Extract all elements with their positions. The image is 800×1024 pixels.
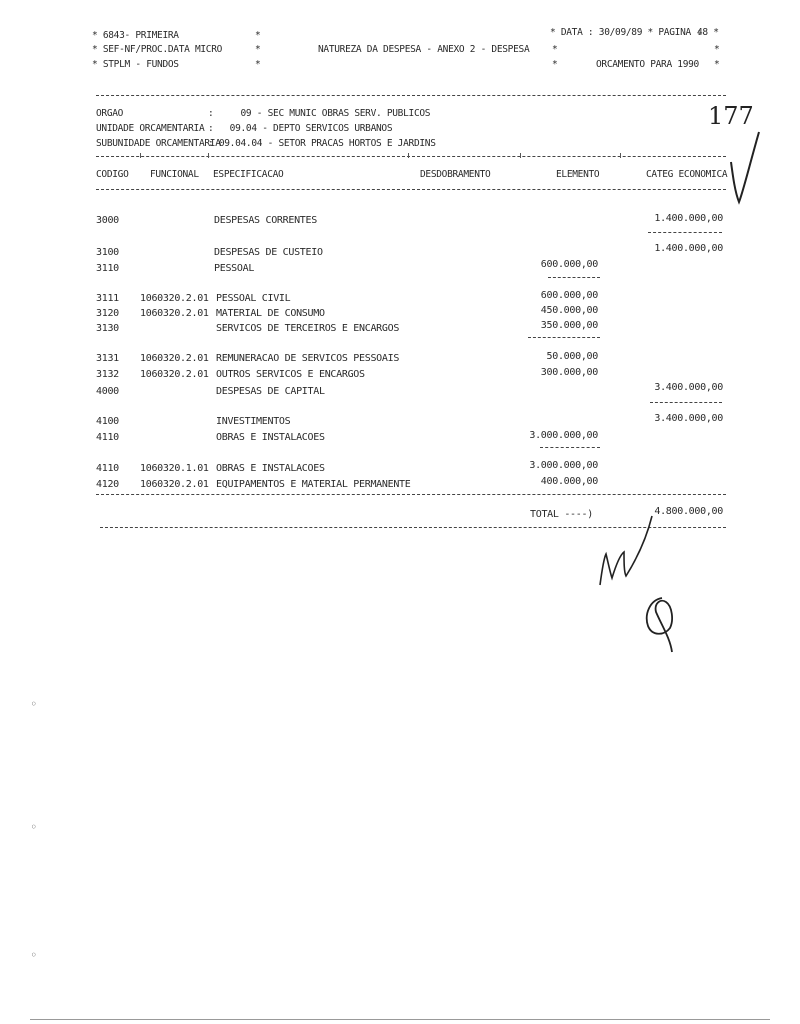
date-page-label: * DATA : 30/09/89 * PAGINA : <box>550 27 702 38</box>
row-funcional: 1060320.2.01 <box>140 479 209 490</box>
orgao-label: ORGAO <box>96 108 124 119</box>
signature-initials <box>590 510 660 590</box>
page-number: 48 * <box>697 27 719 38</box>
col-sep <box>140 153 141 158</box>
report-title: NATUREZA DA DESPESA - ANEXO 2 - DESPESA <box>318 44 530 55</box>
row-spec: SERVICOS DE TERCEIROS E ENCARGOS <box>216 323 400 334</box>
col-codigo: CODIGO <box>96 169 129 180</box>
handwritten-check-mark <box>725 122 765 212</box>
subunidade-value: : 09.04.04 - SETOR PRACAS HORTOS E JARDINS <box>208 138 436 149</box>
row-elemento: 3.000.000,00 <box>529 460 598 471</box>
header-star: * <box>714 59 720 70</box>
row-funcional: 1060320.1.01 <box>140 463 209 474</box>
row-funcional: 1060320.2.01 <box>140 308 209 319</box>
header-star: * <box>552 59 558 70</box>
row-spec: INVESTIMENTOS <box>216 416 291 427</box>
row-spec: REMUNERACAO DE SERVICOS PESSOAIS <box>216 353 400 364</box>
row-codigo: 4000 <box>96 386 119 397</box>
scan-speck: ◦ <box>30 697 38 711</box>
row-elemento: 600.000,00 <box>540 290 598 301</box>
columns-bottom-rule <box>96 189 726 190</box>
row-categ: 1.400.000,00 <box>654 243 723 254</box>
row-codigo: 4120 <box>96 479 119 490</box>
subtotal-rule <box>548 277 600 278</box>
scan-speck: ◦ <box>30 820 38 834</box>
row-elemento: 50.000,00 <box>546 351 598 362</box>
col-desdobramento: DESDOBRAMENTO <box>420 169 491 180</box>
total-value: 4.800.000,00 <box>654 506 723 517</box>
col-funcional: FUNCIONAL <box>150 169 199 180</box>
row-spec: MATERIAL DE CONSUMO <box>216 308 325 319</box>
row-spec: DESPESAS DE CAPITAL <box>216 386 325 397</box>
row-elemento: 400.000,00 <box>540 476 598 487</box>
header-star: * <box>255 30 261 41</box>
row-elemento: 300.000,00 <box>540 367 598 378</box>
row-elemento: 3.000.000,00 <box>529 430 598 441</box>
row-spec: EQUIPAMENTOS E MATERIAL PERMANENTE <box>216 479 411 490</box>
subtotal-rule <box>648 232 722 233</box>
row-codigo: 3131 <box>96 353 119 364</box>
subtotal-rule <box>650 402 722 403</box>
row-spec: DESPESAS CORRENTES <box>214 215 317 226</box>
row-codigo: 4110 <box>96 463 119 474</box>
col-sep <box>408 153 409 158</box>
row-spec: DESPESAS DE CUSTEIO <box>214 247 323 258</box>
header-left-line1: * 6843- PRIMEIRA <box>92 30 179 41</box>
page-bottom-edge <box>30 1019 770 1020</box>
row-codigo: 3120 <box>96 308 119 319</box>
row-elemento: 450.000,00 <box>540 305 598 316</box>
subtotal-rule <box>540 447 600 448</box>
orgao-value: : 09 - SEC MUNIC OBRAS SERV. PUBLICOS <box>208 108 431 119</box>
col-sep <box>620 153 621 158</box>
row-codigo: 4100 <box>96 416 119 427</box>
col-elemento: ELEMENTO <box>556 169 600 180</box>
columns-top-rule <box>96 156 726 157</box>
row-codigo: 3110 <box>96 263 119 274</box>
row-funcional: 1060320.2.01 <box>140 369 209 380</box>
unidade-value: : 09.04 - DEPTO SERVICOS URBANOS <box>208 123 393 134</box>
signature-rubric <box>632 590 692 660</box>
row-categ: 3.400.000,00 <box>654 382 723 393</box>
row-categ: 3.400.000,00 <box>654 413 723 424</box>
total-label: TOTAL ----) <box>530 509 593 520</box>
budget-year: ORCAMENTO PARA 1990 <box>596 59 699 70</box>
header-star: * <box>552 44 558 55</box>
row-codigo: 3130 <box>96 323 119 334</box>
header-divider <box>96 95 726 96</box>
row-codigo: 3100 <box>96 247 119 258</box>
row-codigo: 4110 <box>96 432 119 443</box>
table-bottom-rule <box>96 494 726 495</box>
row-codigo: 3000 <box>96 215 119 226</box>
row-spec: OBRAS E INSTALACOES <box>216 432 325 443</box>
col-especificacao: ESPECIFICACAO <box>213 169 284 180</box>
unidade-label: UNIDADE ORCAMENTARIA <box>96 123 205 134</box>
row-spec: PESSOAL CIVIL <box>216 293 291 304</box>
row-codigo: 3132 <box>96 369 119 380</box>
header-left-line3: * STPLM - FUNDOS <box>92 59 179 70</box>
row-spec: PESSOAL <box>214 263 255 274</box>
row-funcional: 1060320.2.01 <box>140 353 209 364</box>
header-star: * <box>714 44 720 55</box>
header-left-line2: * SEF-NF/PROC.DATA MICRO <box>92 44 223 55</box>
header-star: * <box>255 44 261 55</box>
subtotal-rule <box>528 337 600 338</box>
row-funcional: 1060320.2.01 <box>140 293 209 304</box>
col-sep <box>520 153 521 158</box>
header-star: * <box>255 59 261 70</box>
row-spec: OUTROS SERVICOS E ENCARGOS <box>216 369 365 380</box>
col-categ: CATEG ECONOMICA <box>646 169 728 180</box>
row-categ: 1.400.000,00 <box>654 213 723 224</box>
row-spec: OBRAS E INSTALACOES <box>216 463 325 474</box>
row-elemento: 350.000,00 <box>540 320 598 331</box>
col-sep <box>208 153 209 158</box>
row-elemento: 600.000,00 <box>540 259 598 270</box>
row-codigo: 3111 <box>96 293 119 304</box>
sheet-number: 177 <box>708 102 754 130</box>
subunidade-label: SUBUNIDADE ORCAMENTARIA <box>96 138 221 149</box>
scan-speck: ◦ <box>30 948 38 962</box>
